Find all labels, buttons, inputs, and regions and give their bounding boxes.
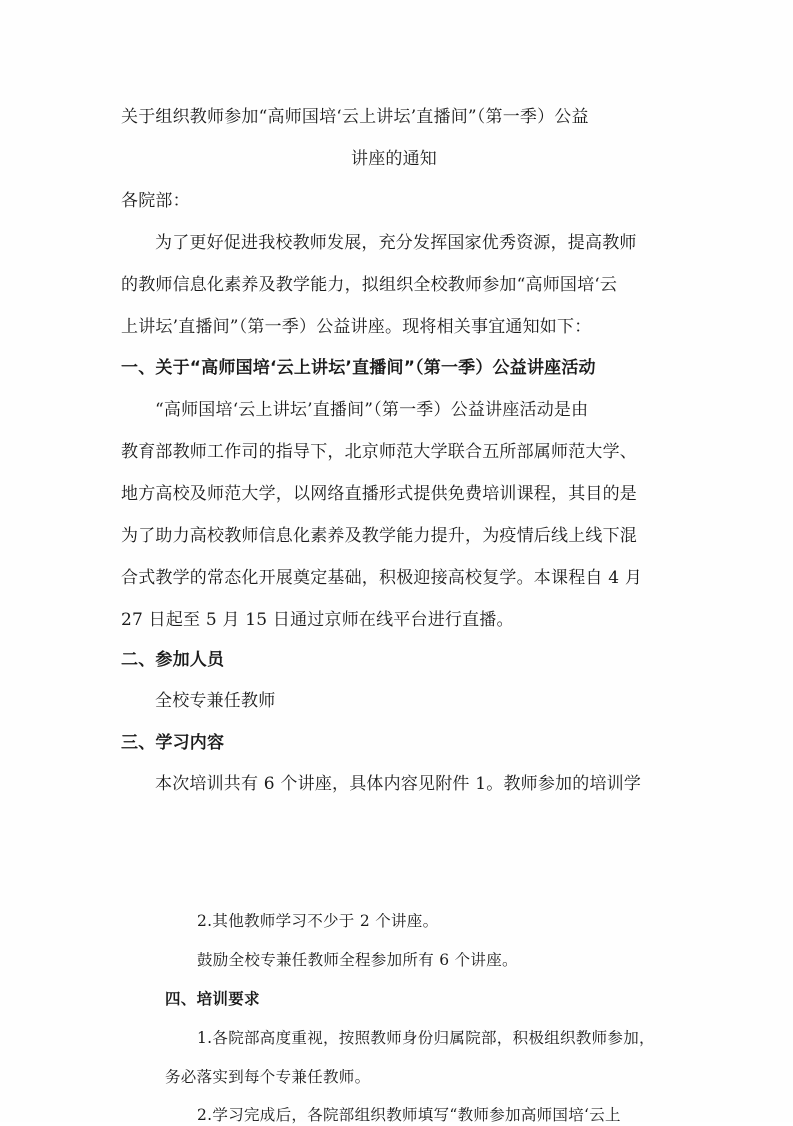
section-4-heading: 四、培训要求	[165, 990, 260, 1008]
document-title-line-2: 讲座的通知	[351, 149, 437, 169]
section-2-heading: 二、参加人员	[121, 650, 225, 670]
salutation: 各院部：	[121, 191, 190, 211]
intro-line-2: 的教师信息化素养及教学能力，拟组织全校教师参加“高师国培‘云	[121, 275, 618, 295]
section-2-line: 全校专兼任教师	[155, 691, 276, 711]
section-3-item-2: 2.其他教师学习不少于 2 个讲座。	[197, 912, 439, 930]
intro-line-3: 上讲坛’直播间”（第一季）公益讲座。现将相关事宜通知如下：	[121, 317, 592, 337]
section-1-line-5: 合式教学的常态化开展奠定基础，积极迎接高校复学。本课程自 4 月	[121, 568, 643, 588]
section-3-heading: 三、学习内容	[121, 733, 225, 753]
section-1-line-1: “高师国培‘云上讲坛’直播间”（第一季）公益讲座活动是由	[155, 400, 589, 420]
section-1-line-3: 地方高校及师范大学，以网络直播形式提供免费培训课程，其目的是	[121, 484, 637, 504]
section-4-item-1-line-1: 1.各院部高度重视，按照教师身份归属院部，积极组织教师参加，	[197, 1029, 655, 1047]
document-title-line-1: 关于组织教师参加“高师国培‘云上讲坛’直播间”（第一季）公益	[121, 107, 589, 127]
intro-line-1: 为了更好促进我校教师发展，充分发挥国家优秀资源，提高教师	[155, 233, 637, 253]
section-4-item-1-line-2: 务必落实到每个专兼任教师。	[165, 1068, 371, 1086]
section-1-heading: 一、关于“高师国培‘云上讲坛’直播间”（第一季）公益讲座活动	[121, 358, 596, 378]
section-1-line-6: 27 日起至 5 月 15 日通过京师在线平台进行直播。	[121, 610, 514, 630]
section-3-encourage: 鼓励全校专兼任教师全程参加所有 6 个讲座。	[197, 951, 518, 969]
section-1-line-4: 为了助力高校教师信息化素养及教学能力提升，为疫情后线上线下混	[121, 526, 637, 546]
section-3-line: 本次培训共有 6 个讲座，具体内容见附件 1。教师参加的培训学	[155, 774, 642, 794]
section-1-line-2: 教育部教师工作司的指导下，北京师范大学联合五所部属师范大学、	[121, 442, 637, 462]
section-4-item-2-line-1: 2.学习完成后，各院部组织教师填写“教师参加高师国培‘云上	[197, 1106, 621, 1124]
